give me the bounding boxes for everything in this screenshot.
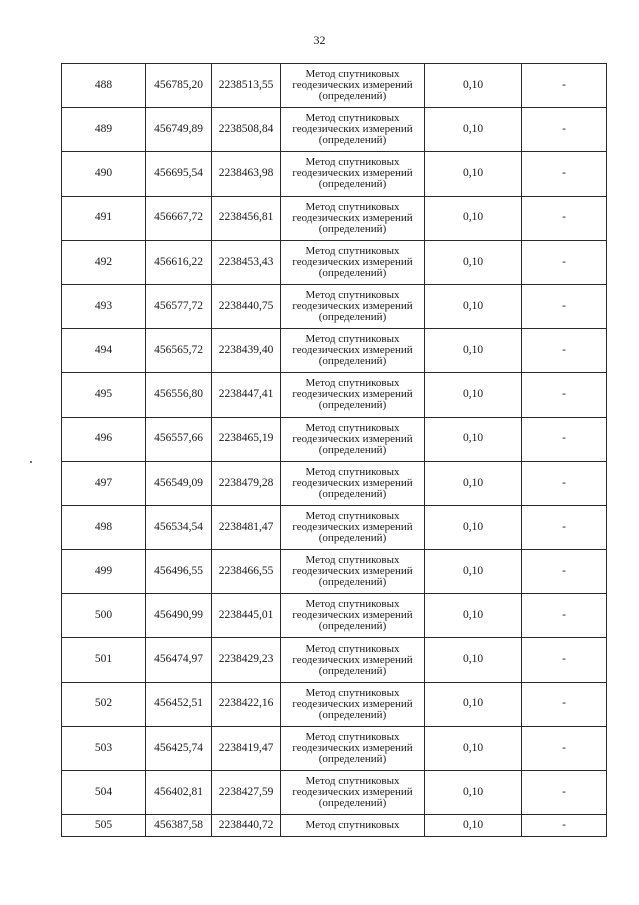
note-cell: - [522,64,607,108]
scan-speck [30,461,32,463]
point-number-cell: 491 [62,196,146,240]
accuracy-cell: 0,10 [425,329,522,373]
x-coordinate-cell: 456387,58 [146,815,212,837]
note-cell: - [522,329,607,373]
note-cell: - [522,417,607,461]
table-row [62,64,607,108]
x-coordinate-cell: 456534,54 [146,505,212,549]
method-cell: Метод спутниковых геодезических измерений (определений) [281,64,425,108]
y-coordinate-cell: 2238440,75 [212,284,281,328]
x-coordinate-cell: 456616,22 [146,240,212,284]
x-coordinate-cell: 456402,81 [146,771,212,815]
accuracy-cell: 0,10 [425,417,522,461]
method-cell: Метод спутниковых геодезических измерений (определений) [281,240,425,284]
accuracy-cell: 0,10 [425,638,522,682]
x-coordinate-cell: 456695,54 [146,152,212,196]
y-coordinate-cell: 2238481,47 [212,505,281,549]
table-row [62,152,607,196]
method-cell: Метод спутниковых геодезических измерений (определений) [281,594,425,638]
point-number-cell: 495 [62,373,146,417]
note-cell: - [522,550,607,594]
x-coordinate-cell: 456667,72 [146,196,212,240]
method-cell: Метод спутниковых геодезических измерений (определений) [281,638,425,682]
x-coordinate-cell: 456425,74 [146,726,212,770]
point-number-cell: 488 [62,64,146,108]
accuracy-cell: 0,10 [425,461,522,505]
x-coordinate-cell: 456452,51 [146,682,212,726]
accuracy-cell: 0,10 [425,196,522,240]
x-coordinate-cell: 456490,99 [146,594,212,638]
point-number-cell: 501 [62,638,146,682]
method-cell: Метод спутниковых геодезических измерений (определений) [281,461,425,505]
point-number-cell: 494 [62,329,146,373]
accuracy-cell: 0,10 [425,771,522,815]
point-number-cell: 505 [62,815,146,837]
note-cell: - [522,284,607,328]
x-coordinate-cell: 456557,66 [146,417,212,461]
method-cell: Метод спутниковых геодезических измерений (определений) [281,196,425,240]
note-cell: - [522,461,607,505]
method-cell: Метод спутниковых геодезических измерений (определений) [281,417,425,461]
note-cell: - [522,373,607,417]
accuracy-cell: 0,10 [425,550,522,594]
x-coordinate-cell: 456474,97 [146,638,212,682]
x-coordinate-cell: 456577,72 [146,284,212,328]
accuracy-cell: 0,10 [425,64,522,108]
page-number: 32 [313,33,326,47]
table-row [62,550,607,594]
accuracy-cell: 0,10 [425,240,522,284]
note-cell: - [522,196,607,240]
accuracy-cell: 0,10 [425,726,522,770]
accuracy-cell: 0,10 [425,152,522,196]
point-number-cell: 503 [62,726,146,770]
y-coordinate-cell: 2238479,28 [212,461,281,505]
y-coordinate-cell: 2238456,81 [212,196,281,240]
table-row [62,284,607,328]
note-cell: - [522,152,607,196]
y-coordinate-cell: 2238422,16 [212,682,281,726]
point-number-cell: 492 [62,240,146,284]
accuracy-cell: 0,10 [425,284,522,328]
x-coordinate-cell: 456549,09 [146,461,212,505]
method-cell: Метод спутниковых геодезических измерений (определений) [281,771,425,815]
point-number-cell: 500 [62,594,146,638]
point-number-cell: 499 [62,550,146,594]
note-cell: - [522,771,607,815]
accuracy-cell: 0,10 [425,108,522,152]
method-cell: Метод спутниковых геодезических измерений (определений) [281,726,425,770]
method-cell: Метод спутниковых геодезических измерений (определений) [281,373,425,417]
y-coordinate-cell: 2238427,59 [212,771,281,815]
point-number-cell: 493 [62,284,146,328]
table-row [62,771,607,815]
point-number-cell: 502 [62,682,146,726]
note-cell: - [522,682,607,726]
x-coordinate-cell: 456749,89 [146,108,212,152]
y-coordinate-cell: 2238513,55 [212,64,281,108]
y-coordinate-cell: 2238453,43 [212,240,281,284]
table-row [62,461,607,505]
table-row [62,196,607,240]
note-cell: - [522,815,607,837]
method-cell: Метод спутниковых геодезических измерений (определений) [281,284,425,328]
method-cell: Метод спутниковых геодезических измерений (определений) [281,152,425,196]
coordinates-table [61,63,607,837]
x-coordinate-cell: 456556,80 [146,373,212,417]
note-cell: - [522,594,607,638]
method-cell: Метод спутниковых геодезических измерений (определений) [281,108,425,152]
y-coordinate-cell: 2238419,47 [212,726,281,770]
y-coordinate-cell: 2238445,01 [212,594,281,638]
y-coordinate-cell: 2238465,19 [212,417,281,461]
y-coordinate-cell: 2238466,55 [212,550,281,594]
table-row [62,815,607,837]
x-coordinate-cell: 456565,72 [146,329,212,373]
note-cell: - [522,240,607,284]
accuracy-cell: 0,10 [425,682,522,726]
table-row [62,682,607,726]
table-row [62,505,607,549]
y-coordinate-cell: 2238429,23 [212,638,281,682]
y-coordinate-cell: 2238447,41 [212,373,281,417]
table-row [62,240,607,284]
y-coordinate-cell: 2238439,40 [212,329,281,373]
method-cell: Метод спутниковых геодезических измерений (определений) [281,682,425,726]
table-row [62,417,607,461]
method-cell: Метод спутниковых геодезических измерений (определений) [281,329,425,373]
table-row [62,373,607,417]
y-coordinate-cell: 2238508,84 [212,108,281,152]
accuracy-cell: 0,10 [425,373,522,417]
accuracy-cell: 0,10 [425,505,522,549]
point-number-cell: 496 [62,417,146,461]
point-number-cell: 489 [62,108,146,152]
y-coordinate-cell: 2238440,72 [212,815,281,837]
point-number-cell: 490 [62,152,146,196]
table-row [62,726,607,770]
note-cell: - [522,505,607,549]
x-coordinate-cell: 456785,20 [146,64,212,108]
note-cell: - [522,108,607,152]
x-coordinate-cell: 456496,55 [146,550,212,594]
table-row [62,594,607,638]
accuracy-cell: 0,10 [425,594,522,638]
note-cell: - [522,638,607,682]
table-row [62,329,607,373]
table-row [62,638,607,682]
method-cell: Метод спутниковых [281,815,425,837]
point-number-cell: 504 [62,771,146,815]
point-number-cell: 498 [62,505,146,549]
y-coordinate-cell: 2238463,98 [212,152,281,196]
note-cell: - [522,726,607,770]
point-number-cell: 497 [62,461,146,505]
method-cell: Метод спутниковых геодезических измерений (определений) [281,505,425,549]
accuracy-cell: 0,10 [425,815,522,837]
table-row [62,108,607,152]
method-cell: Метод спутниковых геодезических измерений (определений) [281,550,425,594]
